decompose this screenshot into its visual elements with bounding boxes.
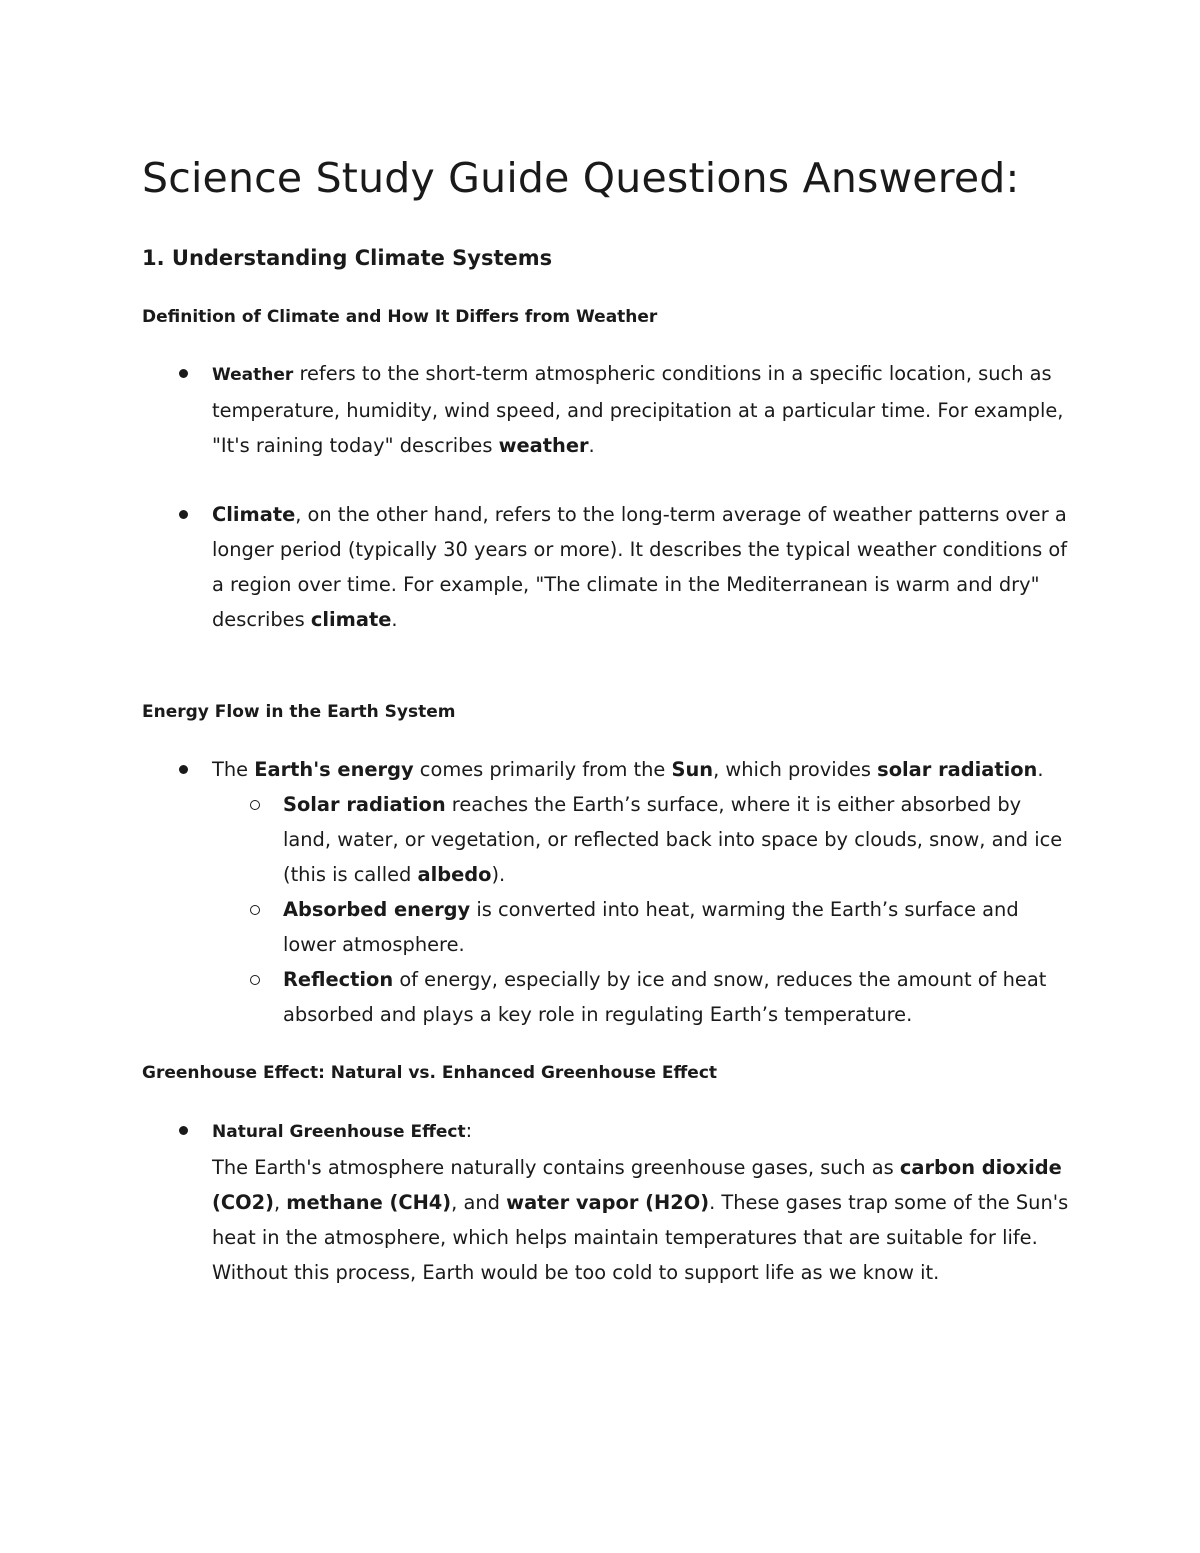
solar-radiation-text: reaches the Earth’s surface, where it is either absorbed by land, water, or vegetation, or reflected back into space by clouds, snow, and ice (this is called: [283, 793, 1063, 886]
natural-greenhouse-heading-line: [212, 1113, 1072, 1150]
list-item-weather: [142, 356, 1072, 463]
hollow-bullet-icon: [250, 905, 260, 915]
term-climate: Climate: [212, 503, 296, 526]
sub-item-absorbed-energy: [142, 892, 1072, 962]
list-item-climate: [142, 497, 1072, 637]
hollow-bullet-icon: [250, 975, 260, 985]
energy-text-3: , which provides: [713, 758, 878, 781]
energy-flow-list: [142, 752, 1072, 1032]
absorbed-energy-text: is converted into heat, warming the Earth’s surface and lower atmosphere.: [283, 898, 1019, 956]
subheading-greenhouse-effect: Greenhouse Effect: Natural vs. Enhanced Greenhouse Effect: [142, 1063, 718, 1083]
list-item-natural-greenhouse: [142, 1113, 1072, 1290]
term-weather: Weather: [212, 365, 294, 385]
term-natural-greenhouse-effect: Natural Greenhouse Effect: [212, 1122, 466, 1142]
list-item-earth-energy: [142, 752, 1072, 1032]
term-absorbed-energy: Absorbed energy: [283, 898, 471, 921]
natural-greenhouse-colon: :: [465, 1119, 473, 1142]
energy-text-1: The: [212, 758, 255, 781]
solar-radiation-end: ).: [491, 863, 506, 886]
energy-text-4: .: [1037, 758, 1044, 781]
subheading-energy-flow: Energy Flow in the Earth System: [142, 702, 456, 722]
greenhouse-bold-h2o: water vapor (H2O): [506, 1191, 710, 1214]
albedo-emphasis: albedo: [417, 863, 492, 886]
bullet-icon: [179, 510, 188, 519]
energy-text-2: comes primarily from the: [413, 758, 672, 781]
term-solar-radiation: Solar radiation: [283, 793, 446, 816]
climate-weather-list: [142, 356, 1072, 463]
weather-definition-text: refers to the short-term atmospheric conditions in a specific location, such as temperature, humidity, wind speed, and precipitation at a particular time. For example, "It's raining today" describes: [212, 362, 1064, 457]
energy-bold-sun: Sun: [671, 758, 714, 781]
energy-bold-solar-radiation: solar radiation: [877, 758, 1038, 781]
climate-definition-text: , on the other hand, refers to the long-term average of weather patterns over a longer period (typically 30 years or more). It describes the typical weather conditions of a region over time. For example, "The climate in the Mediterranean is warm and dry" describes: [212, 503, 1068, 631]
sub-item-reflection: [142, 962, 1072, 1032]
climate-end-punct: .: [391, 608, 398, 631]
section-heading-climate-systems: 1. Understanding Climate Systems: [142, 246, 553, 270]
reflection-text: of energy, especially by ice and snow, reduces the amount of heat absorbed and plays a key role in regulating Earth’s temperature.: [283, 968, 1047, 1026]
greenhouse-text-3: , and: [451, 1191, 507, 1214]
bullet-icon: [179, 765, 188, 774]
greenhouse-bold-ch4: methane (CH4): [286, 1191, 452, 1214]
greenhouse-text-2: ,: [273, 1191, 287, 1214]
weather-end-punct: .: [588, 434, 595, 457]
greenhouse-list: [142, 1113, 1072, 1290]
greenhouse-bold-co2: carbon dioxide (CO2): [212, 1156, 1062, 1214]
greenhouse-text-4: . These gases trap some of the Sun's heat in the atmosphere, which helps maintain temperatures that are suitable for life. Without this process, Earth would be too cold to support life as we know it.: [212, 1191, 1069, 1284]
energy-bold-earths-energy: Earth's energy: [254, 758, 414, 781]
subheading-climate-vs-weather: Definition of Climate and How It Differs from Weather: [142, 307, 658, 327]
document-title: Science Study Guide Questions Answered:: [142, 154, 1020, 202]
hollow-bullet-icon: [250, 800, 260, 810]
energy-sub-list: [212, 787, 1072, 1032]
bullet-icon: [179, 369, 188, 378]
term-reflection: Reflection: [283, 968, 394, 991]
bullet-icon: [179, 1126, 188, 1135]
greenhouse-text-1: The Earth's atmosphere naturally contains greenhouse gases, such as: [212, 1156, 900, 1179]
climate-definition-list: [142, 497, 1072, 637]
sub-item-solar-radiation: [142, 787, 1072, 892]
climate-emphasis: climate: [310, 608, 392, 631]
weather-emphasis: weather: [498, 434, 589, 457]
